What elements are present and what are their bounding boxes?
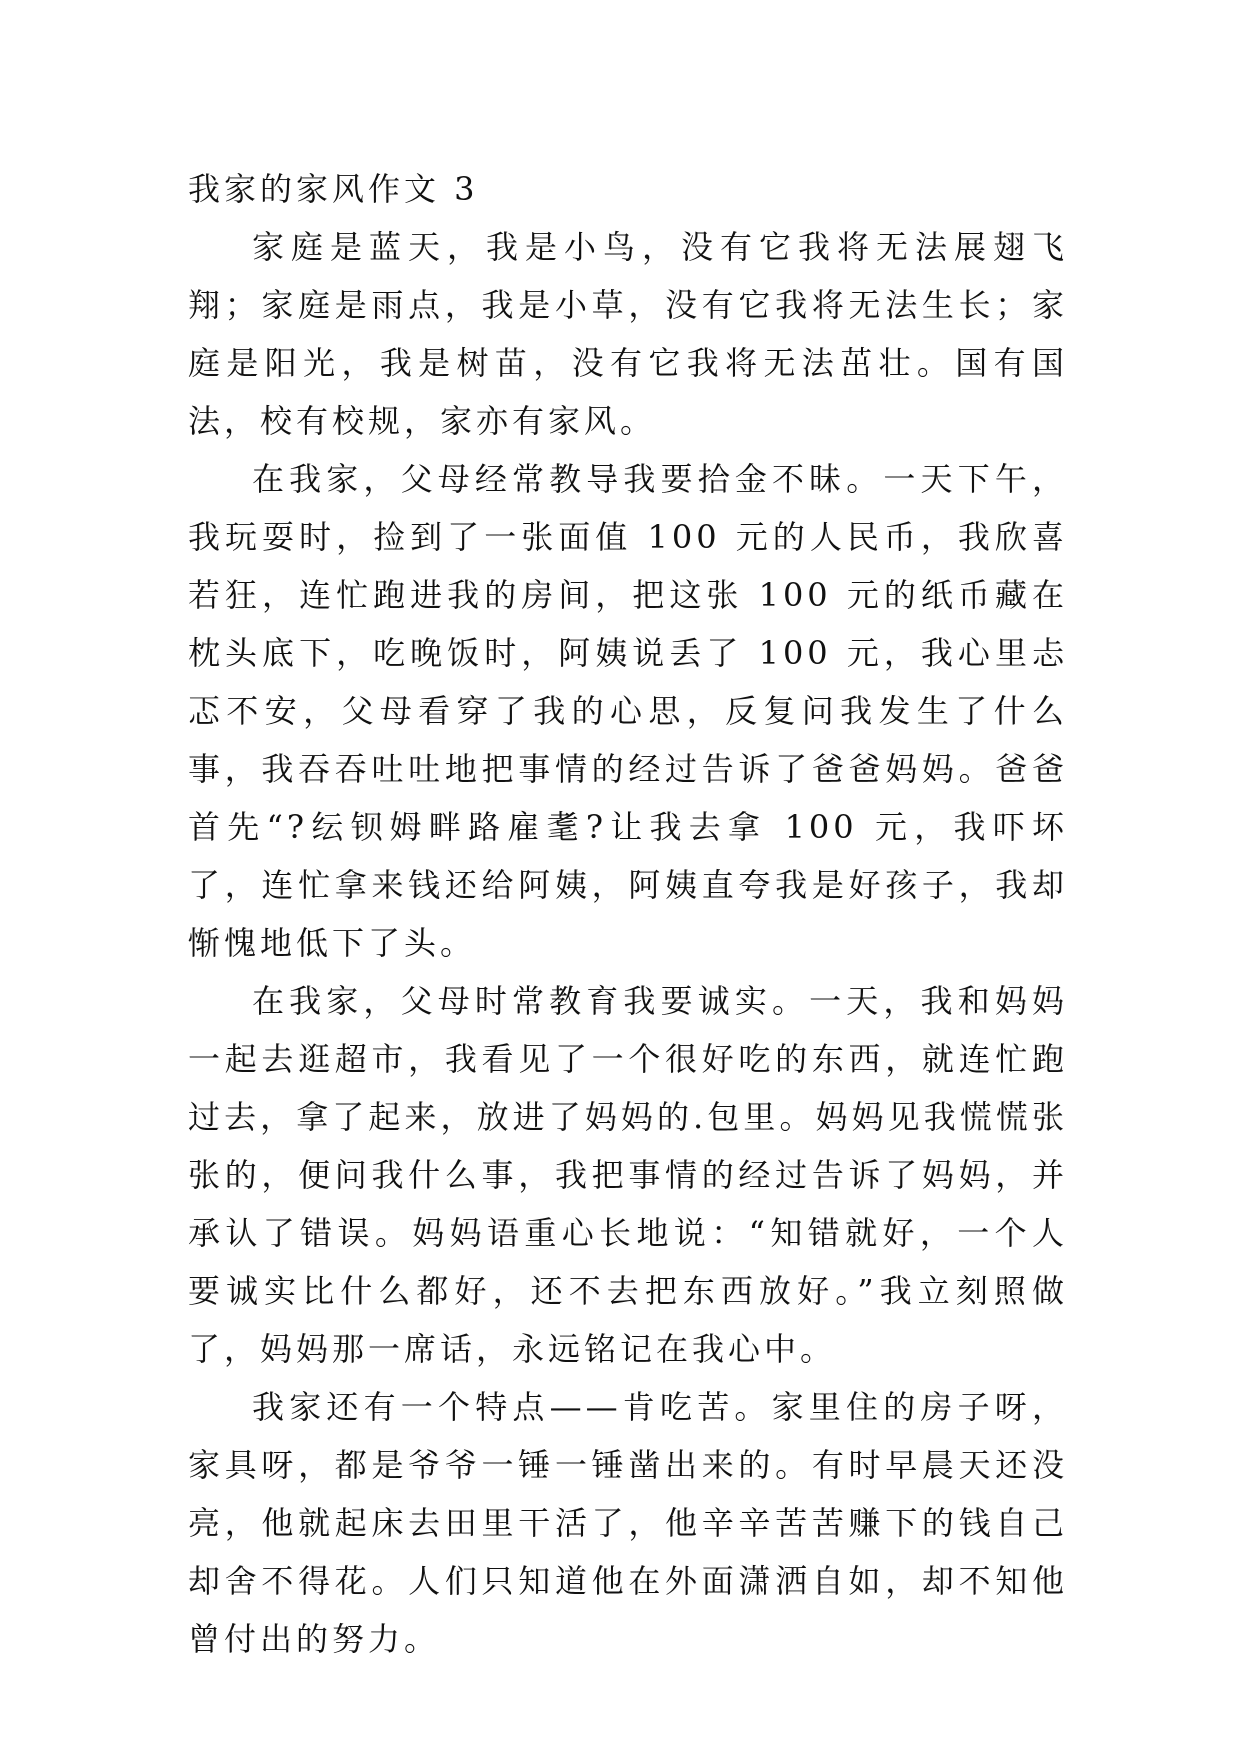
- document-body: [188, 160, 1068, 1668]
- paragraph-4: 我家还有一个特点——肯吃苦。家里住的房子呀，家具呀，都是爷爷一锤一锤凿出来的。有时早晨天还没亮，他就起床去田里干活了，他辛辛苦苦赚下的钱自己却舍不得花。人们只知道他在外面潇洒自如，却不知他曾付出的努力。: [188, 1388, 1068, 1658]
- paragraph-1: 家庭是蓝天，我是小鸟，没有它我将无法展翅飞翔；家庭是雨点，我是小草，没有它我将无法生长；家庭是阳光，我是树苗，没有它我将无法茁壮。国有国法，校有校规，家亦有家风。: [188, 228, 1068, 440]
- paragraph-2: 在我家，父母经常教导我要拾金不昧。一天下午，我玩耍时，捡到了一张面值 100 元的人民币，我欣喜若狂，连忙跑进我的房间，把这张 100 元的纸币藏在枕头底下，吃晚饭时，阿姨说丢了 100 元，我心里忐忑不安，父母看穿了我的心思，反复问我发生了什么事，我吞吞吐吐地把事情的经过告诉了爸爸妈妈。爸爸首先“?纭钡姆畔路雇耄?让我去拿 100 元，我吓坏了，连忙拿来钱还给阿姨，阿姨直夸我是好孩子，我却惭愧地低下了头。: [188, 460, 1068, 962]
- paragraph-3: 在我家，父母时常教育我要诚实。一天，我和妈妈一起去逛超市，我看见了一个很好吃的东西，就连忙跑过去，拿了起来，放进了妈妈的.包里。妈妈见我慌慌张张的，便问我什么事，我把事情的经过告诉了妈妈，并承认了错误。妈妈语重心长地说：“知错就好，一个人要诚实比什么都好，还不去把东西放好。”我立刻照做了，妈妈那一席话，永远铭记在我心中。: [188, 982, 1068, 1368]
- document-title: 我家的家风作文 3: [188, 170, 479, 208]
